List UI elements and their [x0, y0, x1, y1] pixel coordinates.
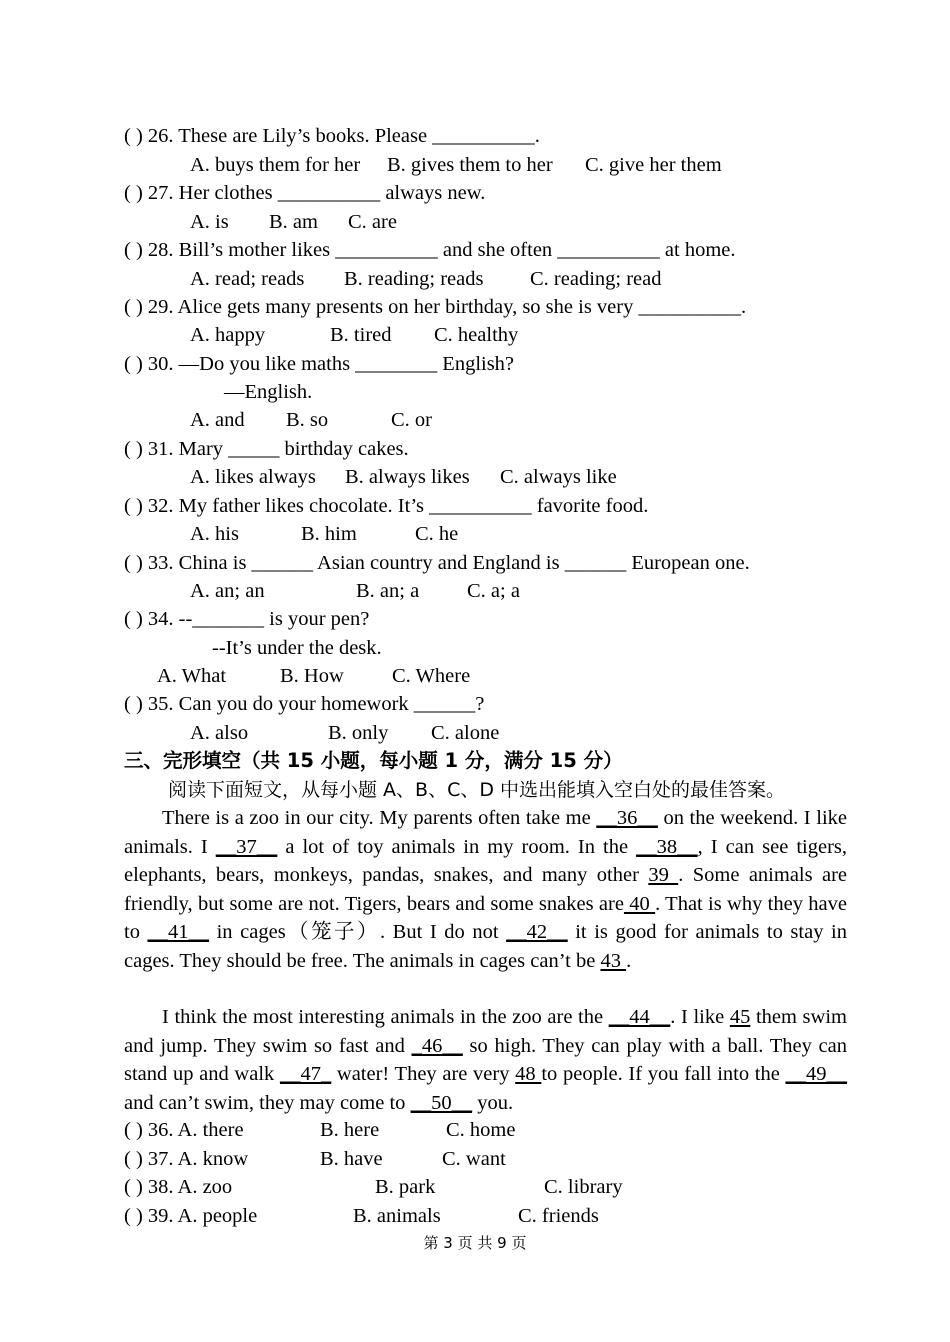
question-32-options	[190, 520, 458, 548]
blank: __37__	[215, 835, 278, 858]
option-c: C. give her them	[585, 154, 722, 176]
passage-text: you.	[472, 1091, 514, 1114]
question-37	[124, 1145, 506, 1173]
option-c: C. a; a	[467, 580, 520, 602]
question-35-options	[190, 719, 499, 747]
question-37-stem: ( ) 37. A. know	[124, 1148, 249, 1170]
passage-text: on the weekend. I like animals. I	[124, 807, 847, 858]
option-c: C. alone	[431, 722, 500, 744]
question-31-stem: ( ) 31. Mary _____ birthday cakes.	[124, 438, 409, 460]
option-b: B. How	[280, 665, 344, 687]
option-c: C. want	[442, 1148, 506, 1170]
option-c: C. healthy	[434, 324, 519, 346]
option-c: C. Where	[392, 665, 471, 687]
question-38	[124, 1173, 623, 1201]
option-a: A. happy	[190, 324, 266, 346]
question-29-stem: ( ) 29. Alice gets many presents on her birthday, so she is very __________.	[124, 296, 747, 318]
question-27-stem: ( ) 27. Her clothes __________ always new.	[124, 182, 486, 204]
option-b: B. an; a	[356, 580, 420, 602]
passage-paragraph-2	[124, 1003, 847, 1117]
passage-text: . I like	[670, 1006, 730, 1028]
option-c: C. home	[446, 1119, 516, 1141]
passage-text: water! They are very	[331, 1063, 516, 1085]
question-26-stem: ( ) 26. These are Lily’s books. Please __________.	[124, 125, 540, 147]
option-a: A. his	[190, 523, 239, 545]
question-33-options	[190, 577, 520, 605]
blank: 40	[623, 892, 656, 915]
page-footer: 第 3 页 共 9 页	[423, 1234, 527, 1252]
option-c: C. he	[415, 523, 459, 545]
section-heading: 三、完形填空（共 15 小题，每小题 1 分，满分 15 分）	[124, 749, 623, 772]
question-32-stem: ( ) 32. My father likes chocolate. It’s __________ favorite food.	[124, 495, 649, 517]
question-29-options	[190, 321, 518, 349]
option-b: B. reading; reads	[344, 268, 484, 290]
question-34-options	[157, 662, 470, 690]
blank: __41__	[147, 921, 210, 943]
option-b: B. animals	[353, 1205, 441, 1227]
option-b: B. am	[269, 211, 318, 233]
passage-text: I think the most interesting animals in the zoo are the	[162, 1006, 609, 1028]
option-b: B. tired	[330, 324, 392, 346]
blank: 39	[648, 864, 679, 886]
option-b: B. gives them to her	[387, 154, 553, 176]
passage-text: , I can see tigers, elephants, bears, monkeys, pandas, snakes, and many other	[124, 835, 848, 886]
option-c: C. are	[348, 211, 397, 233]
passage-text: to people. If you fall into the	[541, 1063, 786, 1085]
question-36-stem: ( ) 36. A. there	[124, 1119, 244, 1141]
passage-paragraph-1	[124, 804, 847, 975]
option-b: B. park	[375, 1176, 436, 1198]
passage-text: a lot of toy animals in my room. In the	[277, 835, 637, 858]
passage-text: it is good for animals to stay in cages. They should be free. The animals in cages can’t be	[124, 921, 847, 972]
question-39-stem: ( ) 39. A. people	[124, 1205, 258, 1227]
question-28-stem: ( ) 28. Bill’s mother likes __________ and she often __________ at home.	[124, 239, 736, 261]
question-38-stem: ( ) 38. A. zoo	[124, 1176, 233, 1198]
option-b: B. always likes	[345, 466, 470, 488]
blank: 45	[729, 1006, 751, 1028]
question-39	[124, 1202, 599, 1230]
blank: __44__	[608, 1006, 671, 1028]
question-35-stem: ( ) 35. Can you do your homework ______?	[124, 693, 485, 715]
option-b: B. here	[320, 1119, 380, 1141]
option-c: C. library	[544, 1176, 623, 1198]
option-c: C. friends	[518, 1205, 599, 1227]
passage-text: . Some animals are friendly, but some are not. Tigers, bears and some snakes are	[124, 864, 848, 915]
question-28-options	[190, 265, 662, 293]
blank: __36__	[596, 807, 658, 829]
option-a: A. and	[190, 409, 245, 431]
blank: __47_	[279, 1063, 332, 1085]
question-33-stem: ( ) 33. China is ______ Asian country and England is ______ European one.	[124, 552, 750, 574]
question-30-options	[190, 406, 432, 434]
question-30-stem: ( ) 30. —Do you like maths ________ English?	[124, 353, 515, 375]
option-c: C. or	[391, 409, 432, 431]
blank: __38__	[636, 835, 698, 858]
option-a: A. What	[157, 665, 227, 687]
blank: 43	[600, 949, 627, 972]
question-30-reply: —English.	[224, 381, 313, 403]
option-b: B. so	[286, 409, 329, 431]
blank: __50__	[410, 1091, 473, 1114]
option-a: A. likes always	[190, 466, 316, 488]
option-b: B. have	[320, 1148, 383, 1170]
option-a: A. also	[190, 722, 249, 744]
question-34-stem: ( ) 34. --_______ is your pen?	[124, 608, 370, 630]
passage-text: .	[626, 949, 632, 972]
section-instruction: 阅读下面短文，从每小题 A、B、C、D 中选出能填入空白处的最佳答案。	[168, 779, 786, 801]
passage-text: in cages（笼子）. But I do not	[209, 921, 507, 943]
option-a: A. is	[190, 211, 229, 233]
passage-text: them swim and jump. They swim so fast and	[124, 1006, 847, 1057]
question-34-reply: --It’s under the desk.	[212, 637, 382, 659]
option-a: A. read; reads	[190, 268, 305, 290]
passage-text: and can’t swim, they may come to	[124, 1091, 411, 1114]
blank: __42__	[506, 921, 568, 943]
passage-text: There is a zoo in our city. My parents often take me	[162, 807, 597, 829]
question-27-options	[190, 208, 397, 236]
question-31-options	[190, 463, 617, 491]
blank: 48	[515, 1063, 542, 1085]
option-a: A. buys them for her	[190, 154, 361, 176]
passage-text: . That is why they have to	[124, 892, 847, 943]
option-b: B. only	[328, 722, 389, 744]
option-a: A. an; an	[190, 580, 265, 602]
blank: __49__	[785, 1063, 847, 1085]
option-b: B. him	[301, 523, 357, 545]
question-26-options	[190, 151, 722, 179]
blank: _46__	[411, 1034, 463, 1057]
passage-text: so high. They can play with a ball. They can stand up and walk	[124, 1034, 847, 1085]
option-c: C. reading; read	[530, 268, 662, 290]
option-c: C. always like	[500, 466, 617, 488]
question-36	[124, 1116, 515, 1144]
